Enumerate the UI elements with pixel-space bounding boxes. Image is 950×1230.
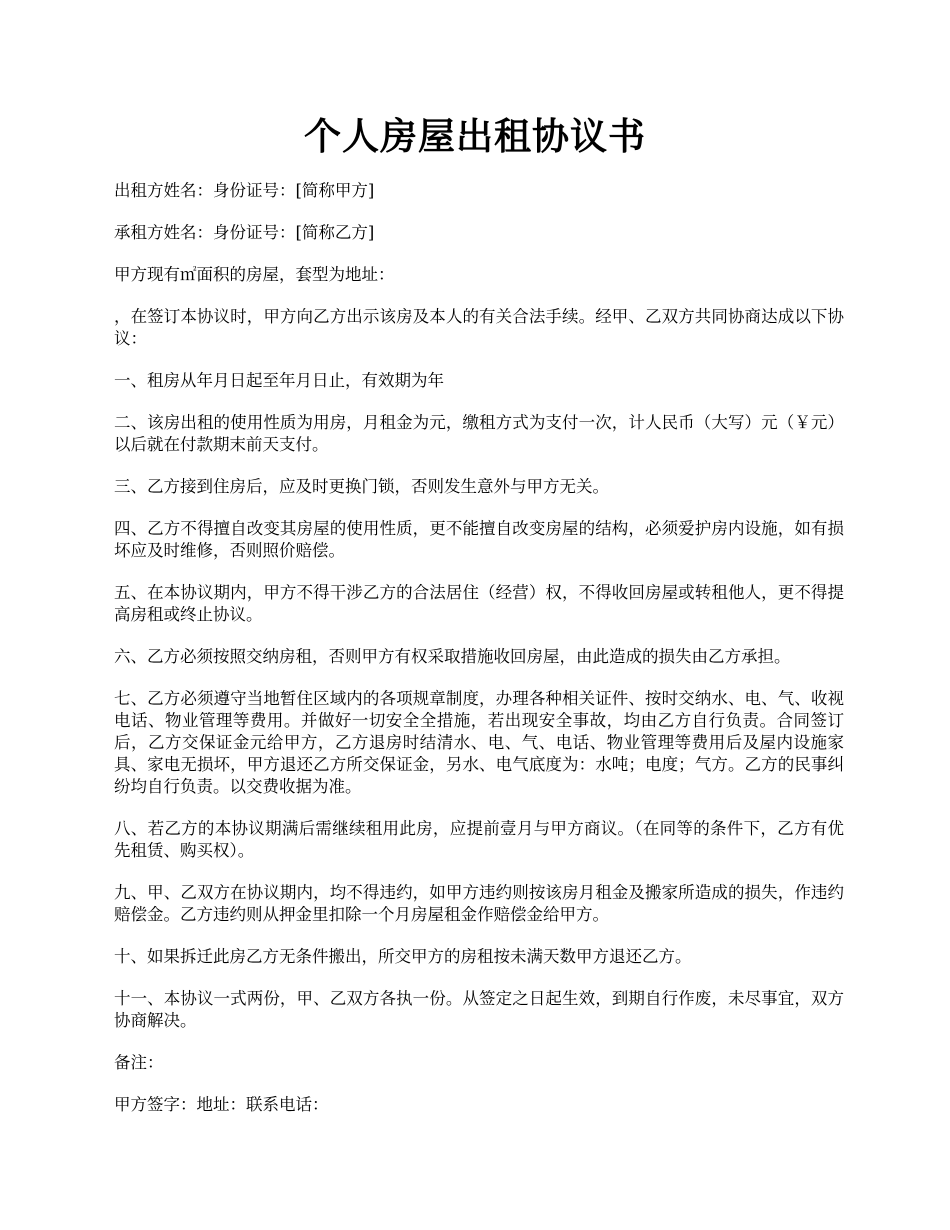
clause-10: 十、如果拆迁此房乙方无条件搬出，所交甲方的房租按未满天数甲方退还乙方。 <box>114 947 692 966</box>
document-title: 个人房屋出租协议书 <box>304 114 646 158</box>
clause-1: 一、租房从年月日起至年月日止，有效期为年 <box>114 371 444 390</box>
clause-6: 六、乙方必须按照交纳房租，否则甲方有权采取措施收回房屋，由此造成的损失由乙方承担。 <box>114 647 791 666</box>
clause-5: 五、在本协议期内，甲方不得干涉乙方的合法居住（经营）权，不得收回房屋或转租他人，更不得提高房租或终止协议。 <box>114 583 844 624</box>
party-a-signature-line: 甲方签字：地址：联系电话： <box>114 1095 329 1114</box>
clause-7: 七、乙方必须遵守当地暂住区域内的各项规章制度，办理各种相关证件、按时交纳水、电、气、收视电话、物业管理等费用。并做好一切安全全措施，若出现安全事故，均由乙方自行负责。合同签订后，乙方交保证金元给甲方，乙方退房时结清水、电、气、电话、物业管理等费用后及屋内设施家具、家电无损坏，甲方退还乙方所交保证金，另水、电气底度为：水吨；电度；气方。乙方的民事纠纷均自行负责。以交费收据为准。 <box>114 689 844 796</box>
clause-8: 八、若乙方的本协议期满后需继续租用此房，应提前壹月与甲方商议。（在同等的条件下，乙方有优先租赁、购买权）。 <box>114 819 844 860</box>
clause-2: 二、该房出租的使用性质为用房，月租金为元，缴租方式为支付一次，计人民币（大写）元（￥元）以后就在付款期末前天支付。 <box>114 413 844 454</box>
clause-3: 三、乙方接到住房后，应及时更换门锁，否则发生意外与甲方无关。 <box>114 477 609 496</box>
document-body <box>114 180 844 1136</box>
preamble-paragraph: ，在签订本协议时，甲方向乙方出示该房及本人的有关合法手续。经甲、乙双方共同协商达成以下协议： <box>114 307 844 348</box>
party-b-line: 承租方姓名：身份证号：[简称乙方] <box>114 223 375 242</box>
clause-4: 四、乙方不得擅自改变其房屋的使用性质，更不能擅自改变房屋的结构，必须爱护房内设施，如有损坏应及时维修，否则照价赔偿。 <box>114 519 844 560</box>
clause-11: 十一、本协议一式两份，甲、乙双方各执一份。从签定之日起生效，到期自行作废，未尽事宜，双方协商解决。 <box>114 989 844 1030</box>
property-line: 甲方现有㎡面积的房屋，套型为地址： <box>114 265 395 284</box>
clause-9: 九、甲、乙双方在协议期内，均不得违约，如甲方违约则按该房月租金及搬家所造成的损失，作违约赔偿金。乙方违约则从押金里扣除一个月房屋租金作赔偿金给甲方。 <box>114 883 844 924</box>
party-a-line: 出租方姓名：身份证号：[简称甲方] <box>114 181 375 200</box>
remarks-line: 备注： <box>114 1053 164 1072</box>
